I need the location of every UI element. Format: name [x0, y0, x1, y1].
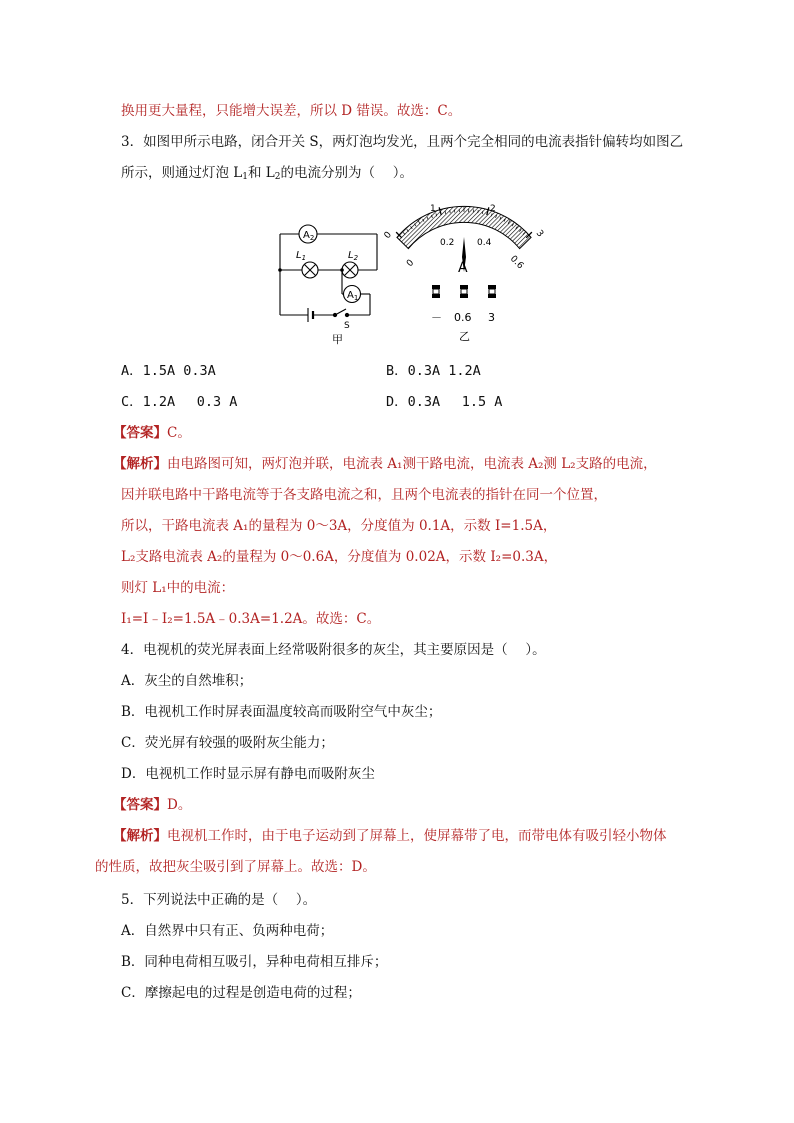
lamp-l2-label: $L_2$	[348, 250, 359, 262]
dial-outer-label: 3	[533, 228, 546, 240]
q3-analysis-line-3: 所以，干路电流表 A₁的量程为 0～3A，分度值为 0.1A，示数 I=1.5A，	[121, 518, 557, 534]
dial-outer-label: 2	[490, 204, 496, 214]
answer-value: D。	[167, 797, 192, 813]
q3-option-b: B．0.3A 1.2A	[386, 363, 481, 379]
switch-s-label: S	[344, 321, 350, 331]
q3-analysis-line-4: L₂支路电流表 A₂的量程为 0～0.6A，分度值为 0.02A，示数 I₂=0.3A，	[121, 549, 558, 565]
prev-solution-line: 换用更大量程，只能增大误差，所以 D 错误。故选：C。	[121, 103, 462, 119]
q3-analysis-line-1	[113, 454, 714, 474]
q5-option-b: B．同种电荷相互吸引，异种电荷相互排斥；	[121, 954, 388, 970]
q3-stem-part: 和 L	[248, 165, 275, 181]
analysis-text: 电视机工作时，由于电子运动到了屏幕上，使屏幕带了电，而带电体有吸引轻小物体	[167, 828, 667, 844]
q3-stem-line-1: 3．如图甲所示电路，闭合开关 S，两灯泡均发光，且两个完全相同的电流表指针偏转均如图乙	[121, 134, 684, 150]
analysis-tag: 【解析】	[113, 828, 167, 844]
dial-unit-label: A	[458, 260, 468, 276]
q3-analysis-line-6: I₁=I﹣I₂=1.5A﹣0.3A=1.2A。故选：C。	[121, 611, 381, 627]
q4-analysis-line-2: 的性质，故把灰尘吸引到了屏幕上。故选：D。	[95, 859, 376, 875]
answer-tag: 【答案】	[113, 425, 167, 441]
figure-jia-caption: 甲	[332, 333, 343, 346]
q3-option-d: D．0.3A 1.5 A	[386, 394, 503, 410]
q3-stem-sub: 1	[242, 172, 248, 182]
terminal-posts	[432, 285, 496, 298]
q3-analysis-line-5: 则灯 L₁中的电流：	[121, 580, 235, 596]
q4-stem: 4．电视机的荧光屏表面上经常吸附很多的灰尘，其主要原因是（ ）。	[121, 642, 546, 658]
q4-answer	[113, 795, 714, 815]
dial-inner-label: 0.4	[477, 238, 492, 248]
figure-yi-caption: 乙	[459, 330, 470, 343]
q3-answer	[113, 423, 714, 443]
q3-stem-sub: 2	[274, 172, 281, 182]
dial-outer-label: 0	[382, 230, 394, 241]
answer-tag: 【答案】	[113, 797, 167, 813]
dial-inner-label: 0.2	[440, 238, 455, 248]
q3-stem-part: 所示，则通过灯泡 L	[121, 165, 243, 181]
q3-option-c: C．1.2A 0.3 A	[121, 394, 238, 410]
q4-analysis-line-1	[113, 826, 714, 846]
q4-option-d: D．电视机工作时显示屏有静电而吸附灰尘	[121, 766, 375, 782]
q4-option-c: C．荧光屏有较强的吸附灰尘能力；	[121, 735, 334, 751]
ammeter-dial-yi	[380, 195, 550, 345]
dial-inner-label: 0.6	[507, 254, 526, 272]
q5-option-a: A．自然界中只有正、负两种电荷；	[121, 923, 334, 939]
q3-stem-line-2	[121, 163, 714, 183]
terminal-label: 0.6	[454, 311, 472, 324]
ammeter-a1-label: $A_1$	[347, 290, 359, 302]
analysis-text: 由电路图可知，两灯泡并联，电流表 A₁测干路电流，电流表 A₂测 L₂支路的电流，	[167, 456, 657, 472]
dial-outer-label: 1	[430, 204, 436, 214]
q3-option-a: A．1.5A 0.3A	[121, 363, 216, 379]
q3-stem-part: 的电流分别为（ ）。	[280, 165, 414, 181]
ammeter-a2-label: $A_2$	[303, 230, 315, 242]
dial-inner-label: 0	[405, 257, 417, 270]
q5-option-c: C．摩擦起电的过程是创造电荷的过程；	[121, 985, 361, 1001]
q3-analysis-line-2: 因并联电路中干路电流等于各支路电流之和，且两个电流表的指针在同一个位置，	[121, 487, 607, 503]
q5-stem: 5．下列说法中正确的是（ ）。	[121, 892, 317, 908]
answer-value: C。	[167, 425, 191, 441]
q4-option-b: B．电视机工作时屏表面温度较高而吸附空气中灰尘；	[121, 704, 442, 720]
terminal-label: 3	[488, 311, 495, 324]
analysis-tag: 【解析】	[113, 456, 167, 472]
lamp-l1-label: $L_1$	[296, 250, 307, 262]
q4-option-a: A．灰尘的自然堆积；	[121, 673, 253, 689]
circuit-diagram-jia	[272, 218, 387, 348]
terminal-label: －	[431, 311, 442, 324]
